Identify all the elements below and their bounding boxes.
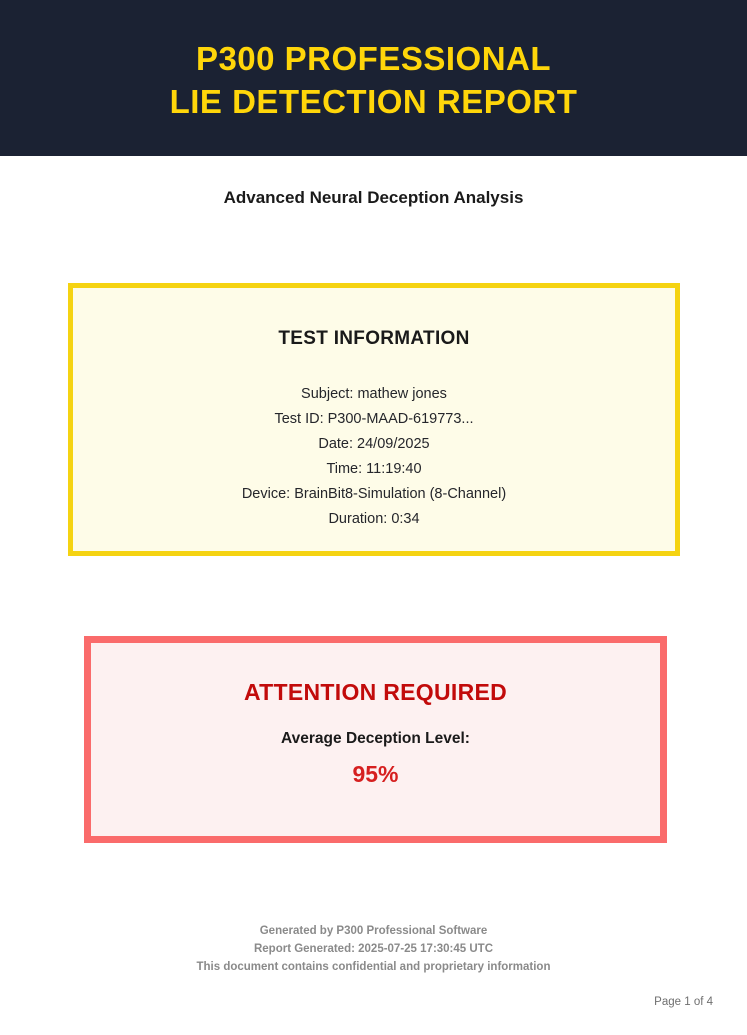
- test-info-test-id: Test ID: P300-MAAD-619773...: [274, 411, 474, 428]
- attention-alert-box: [84, 636, 667, 843]
- alert-title: ATTENTION REQUIRED: [243, 679, 508, 705]
- test-information-lines: [73, 382, 675, 532]
- average-deception-value: 95%: [352, 761, 399, 787]
- report-subtitle: Advanced Neural Deception Analysis: [223, 188, 524, 207]
- report-header-banner: [0, 0, 747, 156]
- test-information-box: [68, 283, 680, 556]
- footer-confidentiality-notice: This document contains confidential and proprietary information: [196, 961, 551, 974]
- report-title-line-2: LIE DETECTION REPORT: [169, 83, 578, 120]
- footer-generated-by: Generated by P300 Professional Software: [259, 925, 488, 937]
- average-deception-label: Average Deception Level:: [281, 730, 470, 747]
- test-info-subject: Subject: mathew jones: [301, 386, 447, 402]
- test-info-time: Time: 11:19:40: [326, 461, 422, 478]
- test-info-duration: Duration: 0:34: [328, 511, 420, 528]
- test-information-title: TEST INFORMATION: [278, 328, 470, 349]
- report-title-line-1: P300 PROFESSIONAL: [195, 40, 552, 78]
- test-info-date: Date: 24/09/2025: [318, 436, 430, 453]
- footer-report-generated: Report Generated: 2025-07-25 17:30:45 UTC: [253, 943, 494, 956]
- report-footer: [0, 922, 747, 976]
- page-number: Page 1 of 4: [654, 996, 713, 1008]
- test-info-device: Device: BrainBit8-Simulation (8-Channel): [241, 486, 507, 503]
